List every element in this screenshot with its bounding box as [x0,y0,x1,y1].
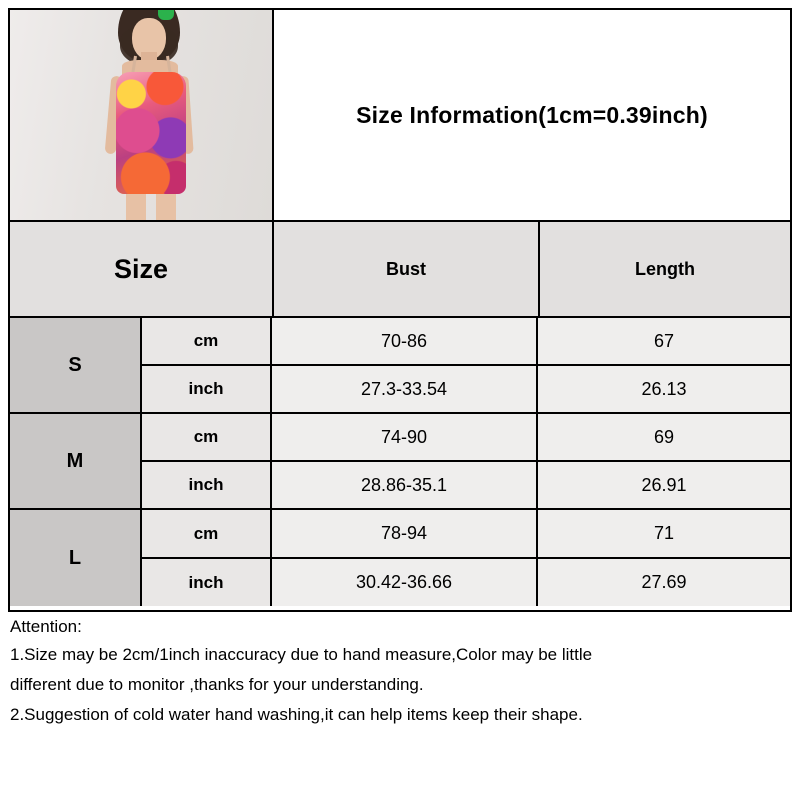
bust-cell: 30.42-36.66 [272,559,538,606]
length-cell: 69 [538,414,790,460]
bust-cell: 28.86-35.1 [272,462,538,508]
size-group-m [10,414,790,510]
chart-top-row [10,10,790,222]
size-group-s [10,318,790,414]
attention-line-1: 1.Size may be 2cm/1inch inaccuracy due to hand measure,Color may be little [10,645,593,664]
product-photo-cell [10,10,274,220]
table-row [142,318,790,366]
length-cell: 27.69 [538,559,790,606]
size-group-l-rows [142,510,790,606]
bust-cell: 70-86 [272,318,538,364]
tie-dye-dress [116,72,186,194]
attention-title: Attention: [10,617,82,636]
product-photo [10,10,272,220]
header-bust: Bust [274,222,540,316]
table-row [142,510,790,559]
length-cell: 71 [538,510,790,557]
unit-cell: cm [142,318,272,364]
table-row [142,559,790,606]
attention-line-3: 2.Suggestion of cold water hand washing,it can help items keep their shape. [10,705,583,724]
size-group-s-rows [142,318,790,412]
table-row [142,366,790,412]
size-chart-table [8,8,792,612]
table-row [142,462,790,508]
size-group-l [10,510,790,606]
unit-cell: cm [142,510,272,557]
page-title: Size Information(1cm=0.39inch) [356,101,708,128]
title-cell [274,10,790,220]
header-length: Length [635,258,695,279]
size-label-l: L [10,510,142,606]
green-tab-icon [158,10,174,20]
attention-block [10,614,792,730]
size-label-m: M [10,414,142,508]
bust-cell: 27.3-33.54 [272,366,538,412]
unit-cell: inch [142,462,272,508]
size-label-s: S [10,318,142,412]
unit-cell: inch [142,366,272,412]
header-size: Size [10,222,274,316]
attention-line-2: different due to monitor ,thanks for your understanding. [10,675,424,694]
unit-cell: cm [142,414,272,460]
length-cell: 26.91 [538,462,790,508]
length-cell: 26.13 [538,366,790,412]
size-group-m-rows [142,414,790,508]
length-cell: 67 [538,318,790,364]
bust-cell: 74-90 [272,414,538,460]
bust-cell: 78-94 [272,510,538,557]
table-row [142,414,790,462]
table-header-row [10,222,790,318]
unit-cell: inch [142,559,272,606]
